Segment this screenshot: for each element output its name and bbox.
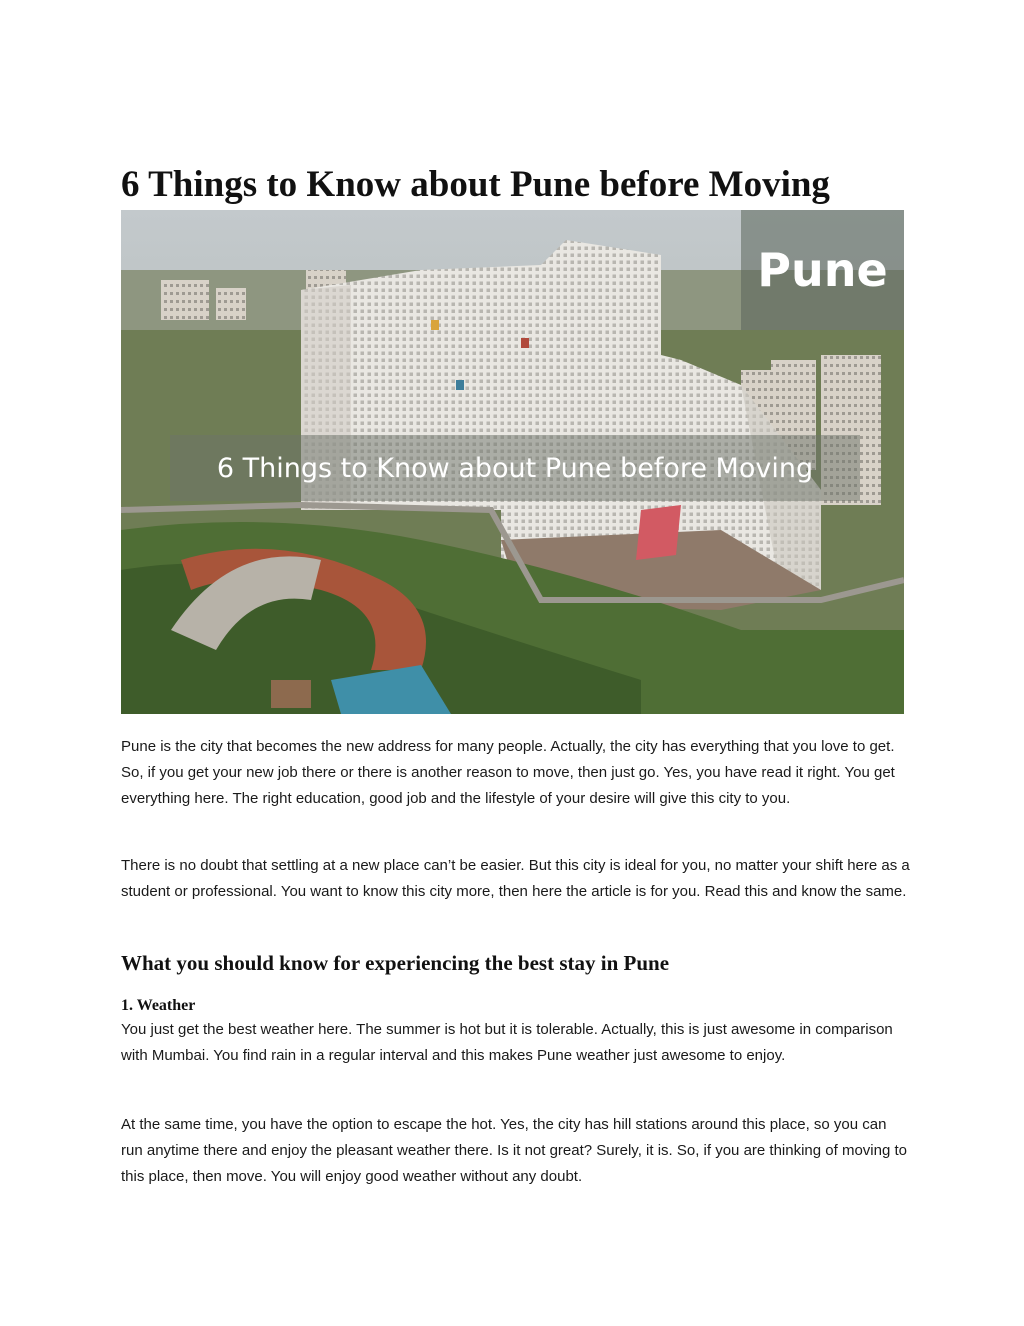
subsection-heading: 1. Weather xyxy=(121,997,196,1014)
section-heading: What you should know for experiencing the best stay in Pune xyxy=(121,951,670,975)
hero-badge xyxy=(741,210,904,330)
weather-paragraph-1: You just get the best weather here. The summer is hot but it is tolerable. Actually, this is just awesome in comparison with Mumbai. You find rain in a regular interval and this makes Pune weather just awesome to enjoy. xyxy=(121,1021,893,1064)
hero-overlay-text: 6 Things to Know about Pune before Moving xyxy=(216,452,814,484)
hero-badge-text: Pune xyxy=(757,243,888,297)
hero-overlay-band xyxy=(170,435,860,501)
page-title: 6 Things to Know about Pune before Moving xyxy=(121,164,830,205)
intro-paragraph-2: There is no doubt that settling at a new place can’t be easier. But this city is ideal for you, no matter your shift here as a student or professional. You want to know this city more, then here the article is for you. Read this and know the same. xyxy=(121,857,910,900)
weather-paragraph-2: At the same time, you have the option to escape the hot. Yes, the city has hill stations around this place, so you can run anytime there and enjoy the pleasant weather there. Is it not great? Surely, it is. So, if you are thinking of moving to this place, then move. You will enjoy good weather without any doubt. xyxy=(121,1116,907,1185)
intro-paragraph-1: Pune is the city that becomes the new address for many people. Actually, the city has everything that you love to get. So, if you get your new job there or there is another reason to move, then just go. Yes, you have read it right. You get everything here. The right education, good job and the lifestyle of your desire will give this city to you. xyxy=(121,738,895,807)
hero-image xyxy=(121,210,904,714)
